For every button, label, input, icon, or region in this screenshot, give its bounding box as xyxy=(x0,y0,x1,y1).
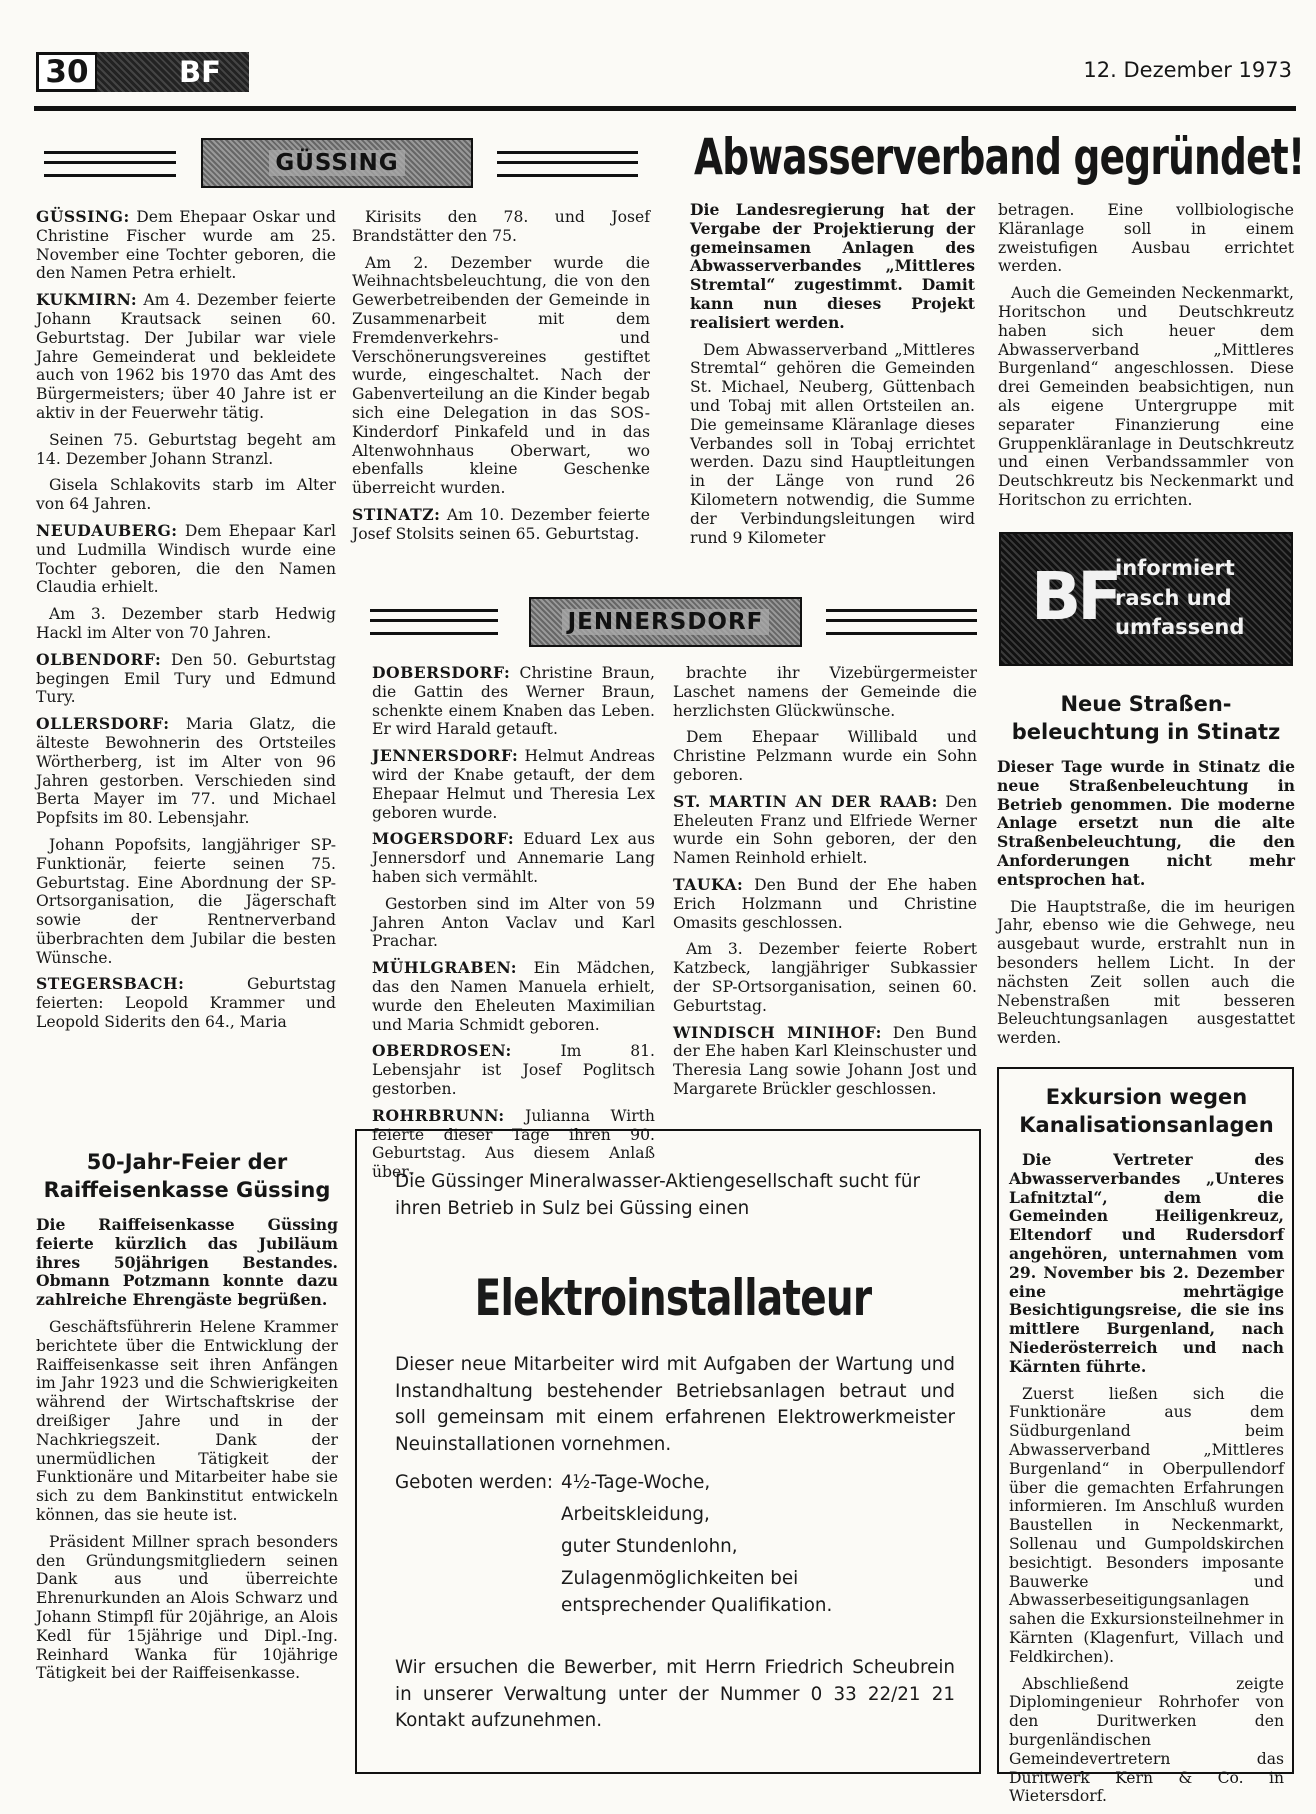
news-text: Gestorben sind im Alter von 59 Jahren Anton Vaclav und Karl Prachar. xyxy=(372,894,655,951)
article-title-line-2: Raiffeisenkasse Güssing xyxy=(43,1178,331,1202)
news-item xyxy=(673,876,977,932)
news-text: Im 81. Lebensjahr ist Josef Poglitsch gestorben. xyxy=(372,1042,655,1098)
news-text: Maria Glatz, die älteste Bewohnerin des Ortsteiles Wörtherberg, ist im Alter von 96 Jahren gestorben. Verschieden sind Berta Mayer im 77. und Michael Popfsits im 80. Lebensjahr. xyxy=(36,715,336,828)
news-item xyxy=(36,651,336,707)
place-name: ST. MARTIN AN DER RAAB: xyxy=(673,791,938,811)
headline-abwasserverband: Abwasserverband gegründet! xyxy=(694,128,1305,186)
brand-label: BF xyxy=(179,55,221,89)
stinatz-article xyxy=(997,690,1295,1056)
news-item xyxy=(673,793,977,868)
page-number: 30 xyxy=(36,52,98,92)
promo-logo: BF xyxy=(1031,558,1119,635)
article-title-line-1: 50-Jahr-Feier der xyxy=(86,1150,288,1174)
section-header-guessing xyxy=(201,138,473,188)
place-name: GÜSSING: xyxy=(36,207,130,226)
news-item xyxy=(372,747,655,822)
article-paragraph: Geschäftsführerin Helene Krammer berichtete über die Entwicklung der Raiffeisenkasse seit ihren Anfängen im Jahr 1923 und die Schwierigkeiten während der Wirtschaftskrise der dreißiger Jahre und in der Nachkriegszeit. Dank der unermüdlichen Tätigkeit der Funktionäre und Mitarbeiter habe sie sich zu dem Bankinstitut entwickeln können, das sie heute ist. xyxy=(36,1317,338,1524)
news-text: Den 50. Geburtstag begingen Emil Tury und Edmund Tury. xyxy=(36,650,336,707)
place-name: WINDISCH MINIHOF: xyxy=(673,1022,882,1042)
article-paragraph: Dem Abwasserverband „Mittleres Stremtal“ gehören die Gemeinden St. Michael, Neuberg, Güttenbach und Tobaj mit allen Ortsteilen an. Die gemeinsame Kläranlage dieses Verbandes soll in Tobaj errichtet werden. Dazu sind Hauptleitungen in der Länge von rund 26 Kilometern notwendig, die Summe der Verbindungsleitungen wird rund 9 Kilometer xyxy=(690,340,975,547)
news-text: Ein Mädchen, das den Namen Manuela erhielt, wurde den Eheleuten Maximilian und Maria Schmidt geboren. xyxy=(372,959,655,1034)
news-text: Christine Braun, die Gattin des Werner Braun, schenkte einem Knaben das Leben. Er wird Harald getauft. xyxy=(372,664,655,739)
ornament-lines xyxy=(497,151,638,177)
news-item xyxy=(352,254,650,498)
news-text: Den Eheleuten Franz und Elfriede Werner wurde ein Sohn geboren, der den Namen Reinhold erhielt. xyxy=(673,792,977,868)
guessing-column-2 xyxy=(352,208,650,552)
place-name: NEUDAUBERG: xyxy=(36,520,178,540)
article-lead: Dieser Tage wurde in Stinatz die neue Straßenbeleuchtung in Betrieb genommen. Die moderne Anlage ersetzt nun die alte Straßenbeleuchtung, die den Anforderungen nicht mehr entsprochen hat. xyxy=(997,757,1295,889)
news-text: Seinen 75. Geburtstag begeht am 14. Dezember Johann Stranzl. xyxy=(36,430,336,468)
ad-offers-label: Geboten werden: xyxy=(395,1472,554,1493)
ad-offer-item: Zulagenmöglichkeiten bei entsprechender Qualifikation. xyxy=(561,1568,833,1616)
ad-offer-item: Arbeitskleidung, xyxy=(561,1504,710,1525)
abwasser-column-2 xyxy=(998,201,1294,518)
news-text: Am 2. Dezember wurde die Weihnachtsbeleuchtung, die von den Gewerbetreibenden der Gemeinde in Zusammenarbeit mit dem Fremdenverkehrs- und Verschönerungsvereines gestiftet wurde, eingeschaltet. Nach der Gabenverteilung an die Kinder begab sich eine Delegation in das SOS-Kinderdorf Pinkafeld und in das Altenwohnhaus Oberwart, wo ebenfalls kleine Geschenke überreicht wurden. xyxy=(352,253,650,498)
news-item xyxy=(673,728,977,784)
news-text: Am 3. Dezember feierte Robert Katzbeck, langjähriger Subkassier der SP-Ortsorganisation, seinen 60. Geburtstag. xyxy=(673,940,977,1015)
issue-date: 12. Dezember 1973 xyxy=(1083,58,1292,82)
news-item xyxy=(673,664,977,720)
news-item xyxy=(36,431,336,469)
article-title-line-2: Kanalisationsanlagen xyxy=(1019,1113,1274,1137)
article-title-line-1: Neue Straßen- xyxy=(1060,692,1232,716)
news-item xyxy=(372,895,655,951)
article-paragraph: Abschließend zeigte Diplomingenieur Rohrhofer von den Duritwerken den burgenländischen Gemeindevertretern das Duritwerk Kern & Co. in Wietersdorf. xyxy=(1009,1674,1284,1806)
news-item xyxy=(36,291,336,423)
news-text: Dem Ehepaar Karl und Ludmilla Windisch wurde eine Tochter geboren, die den Namen Claudia erhielt. xyxy=(36,521,336,597)
news-text: Eduard Lex aus Jennersdorf und Annemarie Lang haben sich vermählt. xyxy=(372,830,655,886)
ad-job-title: Elektroinstallateur xyxy=(474,1269,872,1327)
news-item xyxy=(36,605,336,643)
news-text: Den Bund der Ehe haben Erich Holzmann und Christine Omasits geschlossen. xyxy=(673,875,977,932)
header-rule xyxy=(34,106,1296,111)
ornament-lines xyxy=(826,609,977,635)
ornament-lines xyxy=(370,609,498,635)
jennersdorf-column-1 xyxy=(372,664,655,1190)
place-name: JENNERSDORF: xyxy=(372,746,519,766)
news-item xyxy=(36,522,336,597)
news-item xyxy=(372,1042,655,1098)
ad-description: Dieser neue Mitarbeiter wird mit Aufgaben der Wartung und Instandhaltung bestehender Betriebsanlagen betraut und soll gemeinsam mit einem erfahrenen Elektrowerkmeister Neuinstallationen vornehmen. xyxy=(395,1354,955,1455)
ad-contact: Wir ersuchen die Bewerber, mit Herrn Friedrich Scheubrein in unserer Verwaltung unter der Nummer 0 33 22/21 21 Kontakt aufzunehmen. xyxy=(395,1657,955,1731)
news-text: Helmut Andreas wird der Knabe getauft, der dem Ehepaar Helmut und Theresia Lex geboren wurde. xyxy=(372,747,655,822)
place-name: OLLERSDORF: xyxy=(36,714,170,734)
abwasser-column-1 xyxy=(690,201,975,555)
place-name: DOBERSDORF: xyxy=(372,663,511,682)
news-item xyxy=(673,940,977,1015)
news-text: Johann Popofsits, langjähriger SP-Funktionär, feierte seinen 75. Geburtstag. Eine Abordnung der SP-Ortsorganisation, die Jägerschaft sowie der Rentnerverband überbrachten dem Jubilar die besten Wünsche. xyxy=(36,835,336,967)
news-item xyxy=(372,664,655,739)
place-name: OBERDROSEN: xyxy=(372,1041,512,1061)
news-item xyxy=(372,959,655,1034)
article-lead: Die Raiffeisenkasse Güssing feierte kürzlich das Jubiläum ihres 50jährigen Bestandes. Obmann Potzmann konnte dazu zahlreiche Ehrengäste begrüßen. xyxy=(36,1215,338,1310)
place-name: MÜHLGRABEN: xyxy=(372,958,517,978)
promo-line-2: rasch und xyxy=(1115,586,1232,610)
raiffeisen-article xyxy=(36,1148,338,1691)
ad-offer-item: guter Stundenlohn, xyxy=(561,1536,738,1557)
news-text: Am 10. Dezember feierte Josef Stolsits seinen 65. Geburtstag. xyxy=(352,505,650,543)
news-item xyxy=(36,476,336,514)
ad-intro: Die Güssinger Mineralwasser-Aktiengesellschaft sucht für ihren Betrieb in Sulz bei Güssing einen xyxy=(395,1171,921,1219)
news-text: brachte ihr Vizebürgermeister Laschet namens der Gemeinde die herzlichsten Glückwünsche. xyxy=(673,664,977,720)
news-text: Dem Ehepaar Oskar und Christine Fischer wurde am 25. November eine Tochter geboren, die den Namen Petra erhielt. xyxy=(36,208,336,283)
news-text: Gisela Schlakovits starb im Alter von 64 Jahren. xyxy=(36,476,336,514)
promo-line-3: umfassend xyxy=(1115,615,1245,639)
promo-line-1: informiert xyxy=(1115,556,1235,580)
place-name: STINATZ: xyxy=(352,504,441,524)
news-item xyxy=(36,975,336,1031)
news-text: Am 3. Dezember starb Hedwig Hackl im Alter von 70 Jahren. xyxy=(36,605,336,642)
article-lead: Die Landesregierung hat der Vergabe der Projektierung der gemeinsamen Anlagen des Abwasserverbandes „Mittleres Stremtal“ zugestimmt. Damit kann nun dieses Projekt realisiert werden. xyxy=(690,200,975,332)
section-header-jennersdorf xyxy=(529,597,802,647)
article-paragraph: betragen. Eine vollbiologische Kläranlage soll in einem zweistufigen Ausbau errichtet werden. xyxy=(998,201,1294,276)
ad-offers-list xyxy=(561,1470,941,1625)
ad-offer-item: 4½-Tage-Woche, xyxy=(561,1472,711,1493)
news-item xyxy=(352,506,650,544)
article-paragraph: Zuerst ließen sich die Funktionäre aus dem Südburgenland beim Abwasserverband „Mittleres Burgenland“ in Oberpullendorf über die gemachten Erfahrungen informieren. Im Anschluß wurden Baustellen in Neckenmarkt, Sollenau und Gumpoldskirchen besichtigt. Besonders imposante Bauwerke und Abwasserbeseitigungsanlagen sahen die Exkursionsteilnehmer in Kärnten (Klagenfurt, Villach und Feldkirchen). xyxy=(1009,1384,1284,1666)
job-advertisement xyxy=(355,1129,981,1774)
article-paragraph: Präsident Millner sprach besonders den Gründungsmitgliedern seinen Dank aus und überreichte Ehrenurkunden an Alois Schwarz und Johann Stimpfl für 20jährige, an Alois Kedl für 15jährige und Dipl.-Ing. Reinhard Wanka für 10jährige Tätigkeit bei der Raiffeisenkasse. xyxy=(36,1532,338,1683)
place-name: OLBENDORF: xyxy=(36,649,162,669)
article-paragraph: Die Hauptstraße, die im heurigen Jahr, ebenso wie die Gehwege, neu ausgebaut wurde, erstrahlt nun in besonders hellem Licht. In der nächsten Zeit sollen auch die Nebenstraßen mit besseren Beleuchtungsanlagen ausgestattet werden. xyxy=(997,897,1295,1048)
article-title-line-1: Exkursion wegen xyxy=(1045,1085,1248,1109)
ornament-lines xyxy=(44,151,176,177)
section-label: GÜSSING xyxy=(269,150,404,176)
article-paragraph: Auch die Gemeinden Neckenmarkt, Horitschon und Deutschkreutz haben sich heuer dem Abwasserverband „Mittleres Burgenland“ angeschlossen. Diese drei Gemeinden beabsichtigen, nun als eigene Untergruppe mit separater Finanzierung eine Gruppenkläranlage in Deutschkreutz und einen Verbandssammler von Deutschkreutz bis Neckenmarkt und Horitschon zu errichten. xyxy=(998,284,1294,509)
news-item xyxy=(36,836,336,968)
news-item xyxy=(36,715,336,828)
place-name: STEGERSBACH: xyxy=(36,974,185,994)
place-name: MOGERSDORF: xyxy=(372,829,515,849)
news-text: Geburtstag feierten: Leopold Krammer und Leopold Siderits den 64., Maria xyxy=(36,975,336,1032)
news-item xyxy=(372,830,655,886)
news-item xyxy=(352,208,650,246)
brand-bar xyxy=(97,52,249,92)
news-item xyxy=(673,1024,977,1099)
news-text: Am 4. Dezember feierte Johann Krautsack seinen 60. Geburtstag. Der Jubilar war viele Jahre Gemeinderat und bekleidete auch von 1962 bis 1970 das Amt des Bürgermeisters; über 40 Jahre ist er aktiv in der Feuerwehr tätig. xyxy=(36,291,336,422)
news-text: Kirisits den 78. und Josef Brandstätter den 75. xyxy=(352,208,650,245)
divider xyxy=(36,1138,37,1778)
news-text: Den Bund der Ehe haben Karl Kleinschuster und Theresia Lang sowie Johann Jost und Margarete Brückler geschlossen. xyxy=(673,1023,977,1098)
article-lead: Die Vertreter des Abwasserverbandes „Unteres Lafnitztal“, dem die Gemeinden Heiligenkreuz, Eltendorf und Rudersdorf angehören, unternahmen vom 29. November bis 2. Dezember eine mehrtägige Besichtigungsreise, die sie ins mittlere Burgenland, nach Niederösterreich und nach Kärnten führte. xyxy=(1009,1150,1284,1376)
place-name: ROHRBRUNN: xyxy=(372,1105,505,1125)
news-text: Dem Ehepaar Willibald und Christine Pelzmann wurde ein Sohn geboren. xyxy=(673,728,977,784)
news-text: Julianna Wirth feierte dieser Tage ihren 90. Geburtstag. Aus diesem Anlaß über- xyxy=(372,1106,655,1182)
jennersdorf-column-2 xyxy=(673,664,977,1107)
section-label: JENNERSDORF xyxy=(562,609,770,635)
article-title-line-2: beleuchtung in Stinatz xyxy=(1011,720,1281,744)
place-name: KUKMIRN: xyxy=(36,290,138,310)
exkursion-box xyxy=(997,1067,1294,1806)
promo-box xyxy=(999,532,1293,666)
news-item xyxy=(36,208,336,283)
place-name: TAUKA: xyxy=(673,874,744,894)
guessing-column-1 xyxy=(36,208,336,1040)
